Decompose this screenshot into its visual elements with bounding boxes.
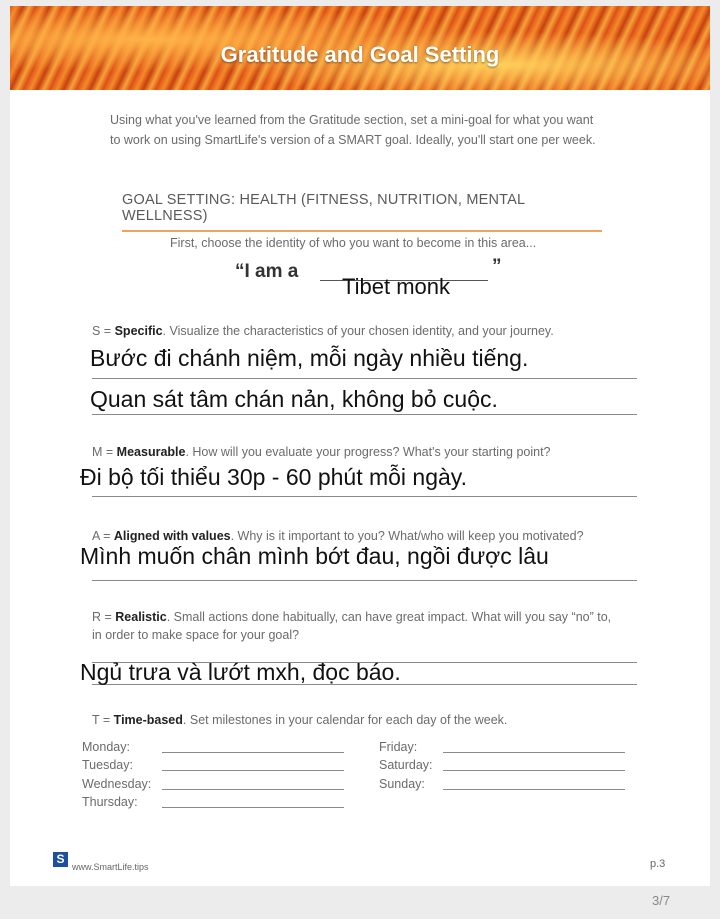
timebased-label <box>92 711 652 729</box>
timebased-term: Time-based <box>113 713 183 727</box>
realistic-answer[interactable]: Ngủ trưa và lướt mxh, đọc báo. <box>80 659 401 685</box>
specific-label <box>92 322 652 340</box>
viewer-page-counter: 3/7 <box>652 893 671 908</box>
day-line-thursday[interactable] <box>162 807 344 808</box>
day-label-thursday: Thursday: <box>82 795 138 809</box>
footer-url[interactable]: www.SmartLife.tips <box>72 862 149 872</box>
measurable-desc: . How will you evaluate your progress? What's your starting point? <box>185 445 551 459</box>
worksheet-page <box>10 6 710 886</box>
page-title: Gratitude and Goal Setting <box>220 42 500 67</box>
intro-line-1: Using what you've learned from the Gratitude section, set a mini-goal for what you want <box>110 113 594 127</box>
day-line-tuesday[interactable] <box>162 770 344 771</box>
footer-page-number: p.3 <box>650 858 666 870</box>
measurable-prefix: M = <box>92 445 117 459</box>
realistic-desc: . Small actions done habitually, can have great impact. What will you say “no” to, <box>166 610 612 624</box>
specific-desc: . Visualize the characteristics of your chosen identity, and your journey. <box>162 324 554 338</box>
measurable-term: Measurable <box>116 445 186 459</box>
day-label-saturday: Saturday: <box>379 758 433 772</box>
aligned-term: Aligned with values <box>113 529 231 543</box>
day-line-friday[interactable] <box>443 752 625 753</box>
realistic-line-1 <box>92 608 652 626</box>
realistic-line-2: in order to make space for your goal? <box>92 628 300 642</box>
realistic-term: Realistic <box>115 610 167 624</box>
realistic-label <box>92 608 652 644</box>
day-label-sunday: Sunday: <box>379 777 425 791</box>
realistic-prefix: R = <box>92 610 116 624</box>
specific-answer-line-1 <box>92 378 637 379</box>
day-label-monday: Monday: <box>82 740 130 754</box>
identity-answer[interactable]: Tibet monk <box>342 274 451 299</box>
measurable-label <box>92 443 652 461</box>
aligned-answer[interactable]: Mình muốn chân mình bớt đau, ngồi được lâu <box>80 543 549 569</box>
identity-prompt: First, choose the identity of who you want to become in this area... <box>170 236 537 250</box>
section-heading: GOAL SETTING: HEALTH (FITNESS, NUTRITION, MENTAL WELLNESS) <box>122 192 602 232</box>
day-line-sunday[interactable] <box>443 789 625 790</box>
aligned-desc: . Why is it important to you? What/who will keep you motivated? <box>230 529 584 543</box>
day-line-wednesday[interactable] <box>162 789 344 790</box>
intro-line-2: to work on using SmartLife's version of a SMART goal. Ideally, you'll start one per week. <box>110 133 596 147</box>
measurable-answer[interactable]: Đi bộ tối thiểu 30p - 60 phút mỗi ngày. <box>80 464 467 490</box>
day-line-monday[interactable] <box>162 752 344 753</box>
specific-term: Specific <box>114 324 163 338</box>
day-label-wednesday: Wednesday: <box>82 777 152 791</box>
specific-answer-1[interactable]: Bước đi chánh niệm, mỗi ngày nhiều tiếng. <box>90 345 529 371</box>
measurable-answer-line <box>92 496 637 497</box>
header-banner <box>10 6 710 90</box>
timebased-desc: . Set milestones in your calendar for each day of the week. <box>182 713 508 727</box>
aligned-answer-line <box>92 580 637 581</box>
day-label-friday: Friday: <box>379 740 418 754</box>
day-label-tuesday: Tuesday: <box>82 758 133 772</box>
specific-prefix: S = <box>92 324 115 338</box>
aligned-prefix: A = <box>92 529 114 543</box>
day-line-saturday[interactable] <box>443 770 625 771</box>
timebased-prefix: T = <box>92 713 114 727</box>
intro-text <box>110 110 630 150</box>
specific-answer-line-2 <box>92 414 637 415</box>
identity-lead: “I am a <box>235 261 299 282</box>
specific-answer-2[interactable]: Quan sát tâm chán nản, không bỏ cuộc. <box>90 386 498 412</box>
identity-closing-quote: ” <box>492 256 502 277</box>
smartlife-logo-icon: S <box>53 852 68 867</box>
